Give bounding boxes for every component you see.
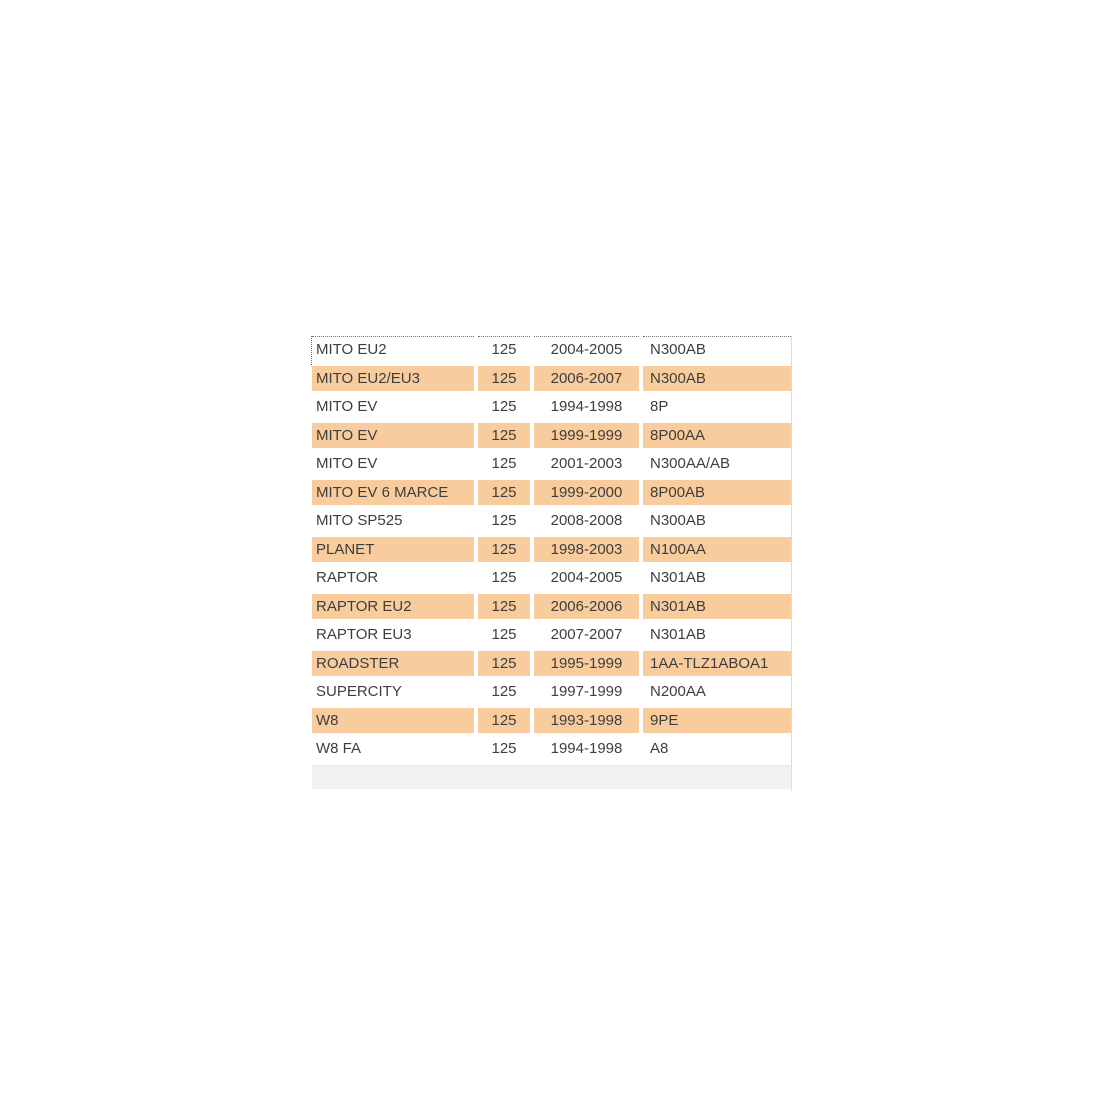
table-row[interactable] bbox=[312, 708, 791, 737]
years-cell[interactable]: 1994-1998 bbox=[550, 740, 623, 758]
code-cell[interactable]: N300AA/AB bbox=[650, 455, 731, 473]
table-row[interactable] bbox=[312, 651, 791, 680]
code-cell[interactable]: 8P00AB bbox=[643, 480, 791, 509]
displacement-cell[interactable]: 125 bbox=[478, 366, 530, 395]
model-cell[interactable]: MITO EV bbox=[316, 398, 378, 416]
code-cell[interactable]: 8P00AA bbox=[643, 423, 791, 452]
displacement-cell[interactable]: 125 bbox=[491, 740, 517, 758]
displacement-cell[interactable]: 125 bbox=[491, 512, 517, 530]
model-cell[interactable]: MITO EU2/EU3 bbox=[312, 366, 474, 395]
table-row[interactable] bbox=[312, 622, 791, 651]
code-cell[interactable]: N301AB bbox=[650, 626, 706, 644]
model-cell[interactable]: MITO SP525 bbox=[316, 512, 403, 530]
code-cell[interactable]: N300AB bbox=[650, 512, 706, 530]
table-row[interactable] bbox=[312, 679, 791, 708]
years-cell[interactable]: 1997-1999 bbox=[550, 683, 623, 701]
table-row[interactable] bbox=[312, 394, 791, 423]
years-cell[interactable]: 1995-1999 bbox=[534, 651, 639, 680]
table-row[interactable] bbox=[312, 736, 791, 765]
years-cell[interactable]: 1999-1999 bbox=[534, 423, 639, 452]
model-cell[interactable]: RAPTOR bbox=[316, 569, 379, 587]
code-cell[interactable]: 9PE bbox=[643, 708, 791, 737]
code-cell[interactable]: N300AB bbox=[643, 366, 791, 395]
table-body bbox=[312, 337, 791, 765]
displacement-cell[interactable]: 125 bbox=[491, 398, 517, 416]
model-cell[interactable]: RAPTOR EU3 bbox=[316, 626, 412, 644]
years-cell[interactable]: 1993-1998 bbox=[534, 708, 639, 737]
code-cell[interactable]: N301AB bbox=[643, 594, 791, 623]
displacement-cell[interactable]: 125 bbox=[491, 626, 517, 644]
years-cell[interactable]: 2006-2007 bbox=[534, 366, 639, 395]
table-row[interactable] bbox=[312, 366, 791, 395]
table-row[interactable] bbox=[312, 537, 791, 566]
code-cell[interactable]: N200AA bbox=[650, 683, 706, 701]
model-cell[interactable]: W8 FA bbox=[316, 740, 362, 758]
table-row[interactable] bbox=[312, 480, 791, 509]
model-cell[interactable]: W8 bbox=[312, 708, 474, 737]
code-cell[interactable]: N100AA bbox=[643, 537, 791, 566]
model-cell[interactable]: MITO EV 6 MARCE bbox=[312, 480, 474, 509]
years-cell[interactable]: 2004-2005 bbox=[550, 341, 623, 358]
table-bottom-strip bbox=[312, 766, 791, 789]
displacement-cell[interactable]: 125 bbox=[478, 594, 530, 623]
code-cell[interactable]: 8P bbox=[650, 398, 669, 416]
model-cell[interactable]: ROADSTER bbox=[312, 651, 474, 680]
displacement-cell[interactable]: 125 bbox=[478, 423, 530, 452]
table-row[interactable] bbox=[312, 508, 791, 537]
table-row[interactable] bbox=[312, 594, 791, 623]
code-cell[interactable]: N301AB bbox=[650, 569, 706, 587]
displacement-cell[interactable]: 125 bbox=[491, 569, 517, 587]
code-cell[interactable]: A8 bbox=[650, 740, 669, 758]
years-cell[interactable]: 2004-2005 bbox=[550, 569, 623, 587]
displacement-cell[interactable]: 125 bbox=[478, 708, 530, 737]
table-row[interactable] bbox=[312, 337, 791, 366]
displacement-cell[interactable]: 125 bbox=[491, 341, 517, 358]
displacement-cell[interactable]: 125 bbox=[491, 683, 517, 701]
model-cell[interactable]: SUPERCITY bbox=[316, 683, 402, 701]
sheet-edge-line bbox=[791, 336, 792, 791]
code-cell[interactable]: N300AB bbox=[650, 341, 706, 358]
years-cell[interactable]: 2008-2008 bbox=[550, 512, 623, 530]
displacement-cell[interactable]: 125 bbox=[478, 537, 530, 566]
model-cell[interactable]: MITO EU2 bbox=[316, 341, 387, 358]
model-cell[interactable]: MITO EV bbox=[312, 423, 474, 452]
years-cell[interactable]: 2007-2007 bbox=[550, 626, 623, 644]
displacement-cell[interactable]: 125 bbox=[478, 651, 530, 680]
model-cell[interactable]: PLANET bbox=[312, 537, 474, 566]
model-cell[interactable]: RAPTOR EU2 bbox=[312, 594, 474, 623]
displacement-cell[interactable]: 125 bbox=[478, 480, 530, 509]
displacement-cell[interactable]: 125 bbox=[491, 455, 517, 473]
model-cell[interactable]: MITO EV bbox=[316, 455, 378, 473]
years-cell[interactable]: 2006-2006 bbox=[534, 594, 639, 623]
table-row[interactable] bbox=[312, 565, 791, 594]
code-cell[interactable]: 1AA-TLZ1ABOA1 bbox=[643, 651, 791, 680]
years-cell[interactable]: 2001-2003 bbox=[550, 455, 623, 473]
table-row[interactable] bbox=[312, 451, 791, 480]
years-cell[interactable]: 1998-2003 bbox=[534, 537, 639, 566]
years-cell[interactable]: 1999-2000 bbox=[534, 480, 639, 509]
years-cell[interactable]: 1994-1998 bbox=[550, 398, 623, 416]
table-row[interactable] bbox=[312, 423, 791, 452]
